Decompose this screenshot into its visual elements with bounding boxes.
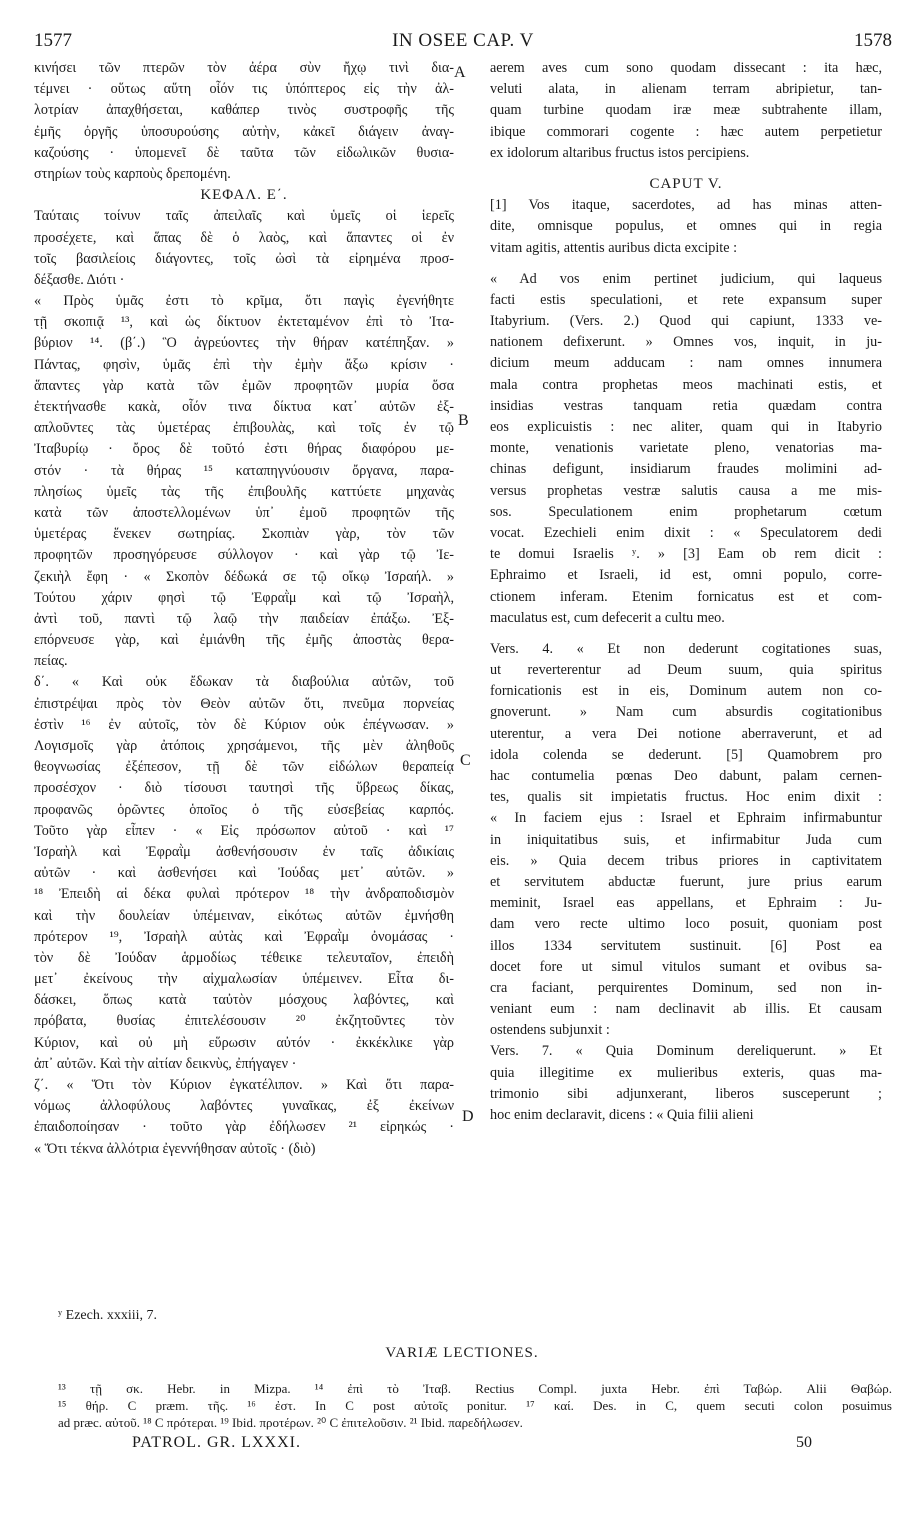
greek-text-line: « Ὅτι τέκνα ἀλλότρια ἐγεννήθησαν αὐτοῖς · (διὸ) xyxy=(34,1140,316,1157)
latin-text-line: fornicationis est in eis, Dominum autem non co- xyxy=(490,683,882,700)
latin-text-line: facti estis speculationi, et rete expansum super xyxy=(490,291,882,308)
latin-text-line: trimonio sibi adjunxerant, liberos susceperunt ; xyxy=(490,1085,882,1102)
latin-text-line: tes, qualis sit impietatis fructus. Hoc enim dixit : xyxy=(490,789,882,806)
latin-text-line: dite, omnisque populus, et omnes qui in regia xyxy=(490,218,882,235)
greek-text-line: ἅπαντες γὰρ κατὰ τῶν ἐμῶν προφητῶν μυρία ὅσα xyxy=(34,377,454,394)
greek-text-line: δ΄. « Καὶ οὐκ ἔδωκαν τὰ διαβούλια αὐτῶν, τοῦ xyxy=(34,674,454,691)
greek-text-line: πρότερον ¹⁹, Ἰσραὴλ αὐτὰς καὶ Ἐφραῒμ ὀνομάσας · xyxy=(34,928,454,945)
latin-text-line: meminit, Israel eas appellans, et Ephraim : Ju- xyxy=(490,895,882,912)
latin-column xyxy=(490,58,882,1126)
footnote: ʸ Ezech. xxxiii, 7. xyxy=(58,1308,158,1323)
latin-text-line: uterentur, a vera Dei notione aberraverunt, et ad xyxy=(490,725,882,742)
latin-text-line: et servitutem abductæ fuerunt, jure prius earum xyxy=(490,873,882,890)
latin-text-line: [1] Vos itaque, sacerdotes, ad has minas atten- xyxy=(490,197,882,214)
greek-text-line: ἐπαιδοποίησαν · τοῦτο γὰρ ἐδήλωσεν ²¹ εἰρηκώς · xyxy=(34,1119,454,1136)
greek-column xyxy=(34,58,454,1160)
latin-text-line: illos 1334 servitutem sustinuit. [6] Post ea xyxy=(490,937,882,954)
latin-text-line: nationem defixerunt. » Omnes vos, inquit, in ju- xyxy=(490,334,882,351)
latin-text-line: in iniquitatibus suis, et infirmabitur Juda cum xyxy=(490,831,882,848)
latin-text-line: « In faciem ejus : Israel et Ephraim infirmabuntur xyxy=(490,810,882,827)
latin-text-line: ut reverterentur ad Deum suum, quia spiritus xyxy=(490,662,882,679)
greek-text-line: κατὰ τῶν ἀποστελλομένων ὑπ᾽ ἐμοῦ προφητῶν τῆς xyxy=(34,504,454,521)
greek-text-line: Τούτου χάριν φησὶ τῷ Ἐφραῒμ καὶ τῷ Ἰσραὴλ, xyxy=(34,589,454,606)
greek-text-line: Κύριον, καὶ οὐ μὴ εὕρωσιν αὐτόν · ἐκκέκλικε γὰρ xyxy=(34,1034,454,1051)
spacer xyxy=(490,164,882,174)
greek-text-line: ἀπ᾽ αὐτῶν. Καὶ τὴν αἰτίαν δεικνὺς, ἐπήγαγεν · xyxy=(34,1055,297,1072)
latin-text-line: dicium meum adducam : nam omnes innumera xyxy=(490,355,882,372)
greek-text-line: δάσκει, ὅπως κατὰ ταὐτὸν μόσχους λαβόντες, καὶ xyxy=(34,992,454,1009)
greek-chapter-heading: ΚΕΦΑΛ. Ε΄. xyxy=(200,187,288,204)
latin-text-line: ex idolorum altaribus fructus istos percipiens. xyxy=(490,144,750,161)
right-column-number: 1578 xyxy=(854,30,892,51)
greek-text-line: Ἰταβυρίῳ · ὄρος δὲ τοῦτό ἐστι θήρας διαφόρου με- xyxy=(34,441,454,458)
section-marker-c: C xyxy=(460,752,471,769)
latin-text-line: Ephraimo et Israeli, id est, omni populo, corre- xyxy=(490,567,882,584)
latin-text-line: Vers. 7. « Quia Dominum dereliquerunt. » Et xyxy=(490,1043,882,1060)
latin-text-line: quam turbine quodam iræ meæ subtrahente illam, xyxy=(490,102,882,119)
greek-text-line: ἀντὶ τοῦ, παντὶ τῷ λαῷ τὴν παιδείαν ἐπάξω. Ἐξ- xyxy=(34,610,454,627)
section-marker-a: A xyxy=(454,64,466,81)
latin-text-line: cra faciant, perquirentes Dominum, sed non in- xyxy=(490,979,882,996)
greek-text-line: τῇ σκοπιᾷ ¹³, καὶ ὡς δίκτυον ἐκτεταμένον ἐπὶ τὸ Ἰτα- xyxy=(34,314,454,331)
running-header xyxy=(34,30,892,58)
latin-text-line: dam vero recte ultimo loco posuit, quoniam post xyxy=(490,916,882,933)
latin-text-line: eos explicuistis : nec aliter, quam qui in Itabyrio xyxy=(490,419,882,435)
latin-text-line: hac contumelia pœnas Deo dabunt, palam cernen- xyxy=(490,768,882,784)
latin-text-line: chinas defigunt, insidiarum fraudes molimini ad- xyxy=(490,461,882,478)
latin-text-line: ctionem inferam. Etenim fornicatus est et com- xyxy=(490,588,882,605)
latin-chapter-heading: CAPUT V. xyxy=(649,175,723,192)
latin-text-line: vocat. Ezechieli enim dixit : « Speculatorem dedi xyxy=(490,524,882,541)
greek-text-line: δέξασθε. Διότι · xyxy=(34,271,125,288)
greek-text-line: πείας. xyxy=(34,653,68,670)
variae-lectiones-line: ¹⁵ θήρ. C præm. τῆς. ¹⁶ ἐστ. In C post αὐτοῖς ponitur. ¹⁷ καί. Des. in C, quem secuti colon posuimus xyxy=(58,1398,892,1413)
left-column-number: 1577 xyxy=(34,30,72,51)
latin-text-line: quia illegitime ex mulieribus exteris, quas ma- xyxy=(490,1064,882,1081)
greek-text-line: προσέχετε, καὶ ἅπας δὲ ὁ λαὸς, καὶ ἅπαντες οἱ ἐν xyxy=(34,229,454,246)
greek-text-line: στόν · τὰ θήρας ¹⁵ καταπηγνύουσιν ὄργανα, παρα- xyxy=(34,462,454,479)
greek-text-line: κινήσει τῶν πτερῶν τὸν ἀέρα σὺν ἤχῳ τινὶ δια- xyxy=(34,60,454,76)
greek-text-line: θεογνωσίας ἐξέπεσον, τῇ δὲ τῶν εἰδώλων θεραπείᾳ xyxy=(34,759,454,776)
latin-text-line: eis. » Quia decem tribus priores in captivitatem xyxy=(490,852,882,869)
greek-text-line: ζεκιὴλ ἔφη · « Σκοπὸν δέδωκά σε τῷ οἴκῳ Ἰσραήλ. » xyxy=(34,568,454,585)
greek-text-line: πρόβατα, θυσίας ἐπιτελέσουσιν ²⁰ ἐκζητοῦντες τὸν xyxy=(34,1013,454,1030)
latin-text-line: gnoverunt. » Nam cum absurdis cogitationibus xyxy=(490,704,882,721)
latin-text-line: « Ad vos enim pertinet judicium, qui laqueus xyxy=(490,270,882,287)
greek-text-line: προφητῶν προσηγόρευσε σύλλογον · καὶ γὰρ τῷ Ἰε- xyxy=(34,547,454,564)
latin-text-line: te domui Israelis ʸ. » [3] Eam ob rem dicit : xyxy=(490,546,882,563)
greek-text-line: καὶ τὴν δουλείαν ὑπέμειναν, εἰκότως αὐτῶν ἐμνήσθη xyxy=(34,907,454,924)
greek-text-line: επόρνευσε γὰρ, καὶ ἐμιάνθη τῆς ἐμῆς ἀποστὰς θερα- xyxy=(34,632,454,649)
greek-text-line: πλησίως ὑμεῖς τὰς τῆς ἐπιβουλῆς καττύετε μηχανὰς xyxy=(34,483,454,500)
latin-text-line: versus prophetas vestræ salutis causa a me mis- xyxy=(490,482,882,499)
latin-text-line: maculatus est, cum defecerit a cultu meo. xyxy=(490,609,725,626)
latin-text-line: Vers. 4. « Et non dederunt cogitationes suas, xyxy=(490,640,882,657)
section-marker-d: D xyxy=(462,1108,474,1125)
signature-mark: PATROL. GR. LXXXI. xyxy=(132,1434,301,1451)
greek-text-line: καζούσης · ὑπομενεῖ δὲ ταῦτα τῶν εἰδωλικῶν θυσια- xyxy=(34,144,454,161)
greek-text-line: προσέσχον · διὸ τίσουσι ταυτησὶ τῆς ὕβρεως δίκας, xyxy=(34,780,454,797)
page-number: 50 xyxy=(796,1434,812,1451)
greek-text-line: νόμως ἀλλοφύλους λαβόντες γυναῖκας, ἐξ ἐκείνων xyxy=(34,1098,454,1115)
latin-text-line: veniant eum : nam declinavit ab illis. Et causam xyxy=(490,1001,882,1018)
greek-text-line: ¹⁸ Ἐπειδὴ αἱ δέκα φυλαὶ πρότερον ¹⁸ τὴν ἀνδραποδισμὸν xyxy=(34,886,454,903)
variae-lectiones-title: VARIÆ LECTIONES. xyxy=(385,1345,539,1361)
greek-text-line: ὑμετέρας ἕνεκεν σωτηρίας. Σκοπιὰν γὰρ, τὸν τῶν xyxy=(34,526,454,543)
latin-text-line: mala contra prophetas meos machinati estis, et xyxy=(490,376,882,393)
greek-text-line: λοτρίαν ἀπαχθήσεται, καθάπερ τινὸς συστροφῆς τῆς xyxy=(34,102,454,119)
latin-text-line: ibique commorari cogente : hæc autem perpetietur xyxy=(490,123,882,140)
latin-text-line: idola colenda se dederunt. [5] Quamobrem pro xyxy=(490,746,882,763)
greek-text-line: προφανῶς ὁρῶντες ὁποῖος ὁ τῆς εὐσεβείας καρπός. xyxy=(34,801,454,818)
latin-text-line: insidias vestras tanquam retia quædam contra xyxy=(490,397,882,414)
greek-text-line: Ταύταις τοίνυν ταῖς ἀπειλαῖς καὶ ὑμεῖς οἱ ἱερεῖς xyxy=(34,208,454,225)
greek-text-line: αὐτῶν · καὶ ἀσθενήσει καὶ Ἰούδας μετ᾽ αὐτῶν. » xyxy=(34,865,454,882)
greek-text-line: ἐπιστρέψαι πρὸς τὸν Θεὸν αὐτῶν ὅτι, πνεῦμα πορνείας xyxy=(34,695,454,712)
variae-lectiones-line: ¹³ τῇ σκ. Hebr. in Mizpa. ¹⁴ ἐπὶ τὸ Ἰταβ. Rectius Compl. juxta Hebr. ἐπὶ Ταβώρ. Alii Θαβώρ. xyxy=(58,1381,892,1396)
variae-lectiones xyxy=(58,1380,892,1431)
variae-lectiones-line: ad præc. αὐτοῦ. ¹⁸ C πρότεραι. ¹⁹ Ibid. προτέρων. ²⁰ C ἐπιτελοῦσιν. ²¹ Ibid. παρεδήλωσεν. xyxy=(58,1415,523,1430)
greek-text-line: μετ᾽ ἐκείνους τὴν αἰχμαλωσίαν ὑπέμεινεν. Εἶτα δι- xyxy=(34,971,454,988)
latin-text-line: ostendens subjunxit : xyxy=(490,1022,610,1039)
greek-text-line: ζ΄. « Ὅτι τὸν Κύριον ἐγκατέλιπον. » Καὶ ὅτι παρα- xyxy=(34,1077,454,1093)
section-marker-b: B xyxy=(458,412,469,429)
latin-text-line: docet fore ut simul vitulos sumant et ovibus sa- xyxy=(490,958,882,975)
greek-text-line: στηρίων τοὺς καρποὺς δρεπομένη. xyxy=(34,165,231,182)
greek-text-line: Τοῦτο γὰρ εἶπεν · « Εἰς πρόσωπον αὐτοῦ · καὶ ¹⁷ xyxy=(34,822,454,839)
running-title: IN OSEE CAP. V xyxy=(392,30,534,51)
latin-text-line: hoc enim declaravit, dicens : « Quia filii alieni xyxy=(490,1107,754,1123)
greek-text-line: τέμνει · οὕτως αὕτη οἷόν τις ὑπόπτερος εἰς τὴν ἀλ- xyxy=(34,81,454,98)
greek-text-line: « Πρὸς ὑμᾶς ἐστι τὸ κρῖμα, ὅτι παγὶς ἐγενήθητε xyxy=(34,293,454,310)
greek-text-line: ἐτεκτήνασθε κακὰ, οἷόν τινα δίκτυα κατ᾽ αὐτῶν ἐξ- xyxy=(34,399,454,415)
latin-text-line: veluti alata, in alienam terram abripietur, tan- xyxy=(490,81,882,98)
greek-text-line: Ἰσραὴλ καὶ Ἐφραῒμ ἀσθενήσουσιν ἐν ταῖς ἀδικίαις xyxy=(34,843,454,860)
latin-text-line: monte, venationis varietate pleno, venatorias ma- xyxy=(490,440,882,457)
latin-text-line: sos. Speculationem enim prophetarum cœtum xyxy=(490,503,882,520)
greek-text-line: Πάντας, φησὶν, ὑμᾶς ἐπὶ τὴν ἐμὴν ἄξω κρίσιν · xyxy=(34,356,454,373)
spacer xyxy=(490,629,882,639)
greek-text-line: ἐμῆς ὀργῆς ὑποσυρούσης αὐτὴν, κἀκεῖ διάγειν ἀναγ- xyxy=(34,123,454,140)
greek-text-line: Λογισμοῖς γὰρ ἀτόποις χρησάμενοι, τῆς μὲν ἀληθοῦς xyxy=(34,738,454,754)
greek-text-line: τοῖς βασιλείοις διάγοντες, τοῖς ὠσὶ τὰ εἰρημένα προσ- xyxy=(34,250,454,267)
greek-text-line: βύριον ¹⁴. (β΄.) Ὃ ἀγρεύοντες τὴν θήραν κατέπηξαν. » xyxy=(34,335,454,352)
spacer xyxy=(490,259,882,269)
latin-text-line: vitam agitis, attentis auribus dicta excipite : xyxy=(490,239,738,256)
latin-text-line: aerem aves cum sono quodam dissecant : ita hæc, xyxy=(490,60,882,76)
greek-text-line: ἐστὶν ¹⁶ ἐν αὐτοῖς, τὸν δὲ Κύριον οὐκ ἐπέγνωσαν. » xyxy=(34,716,454,733)
greek-text-line: απλοῦντες τὰς ὑμετέρας ἐπιβουλὰς, καὶ τοῖς ἐν τῷ xyxy=(34,420,454,437)
latin-text-line: Itabyrium. (Vers. 2.) Quod qui capiunt, 1333 ve- xyxy=(490,313,882,330)
greek-text-line: τὸν δὲ Ἰούδαν ἁρμοδίως τέθεικε τελευταῖον, ἐπειδὴ xyxy=(34,949,454,966)
